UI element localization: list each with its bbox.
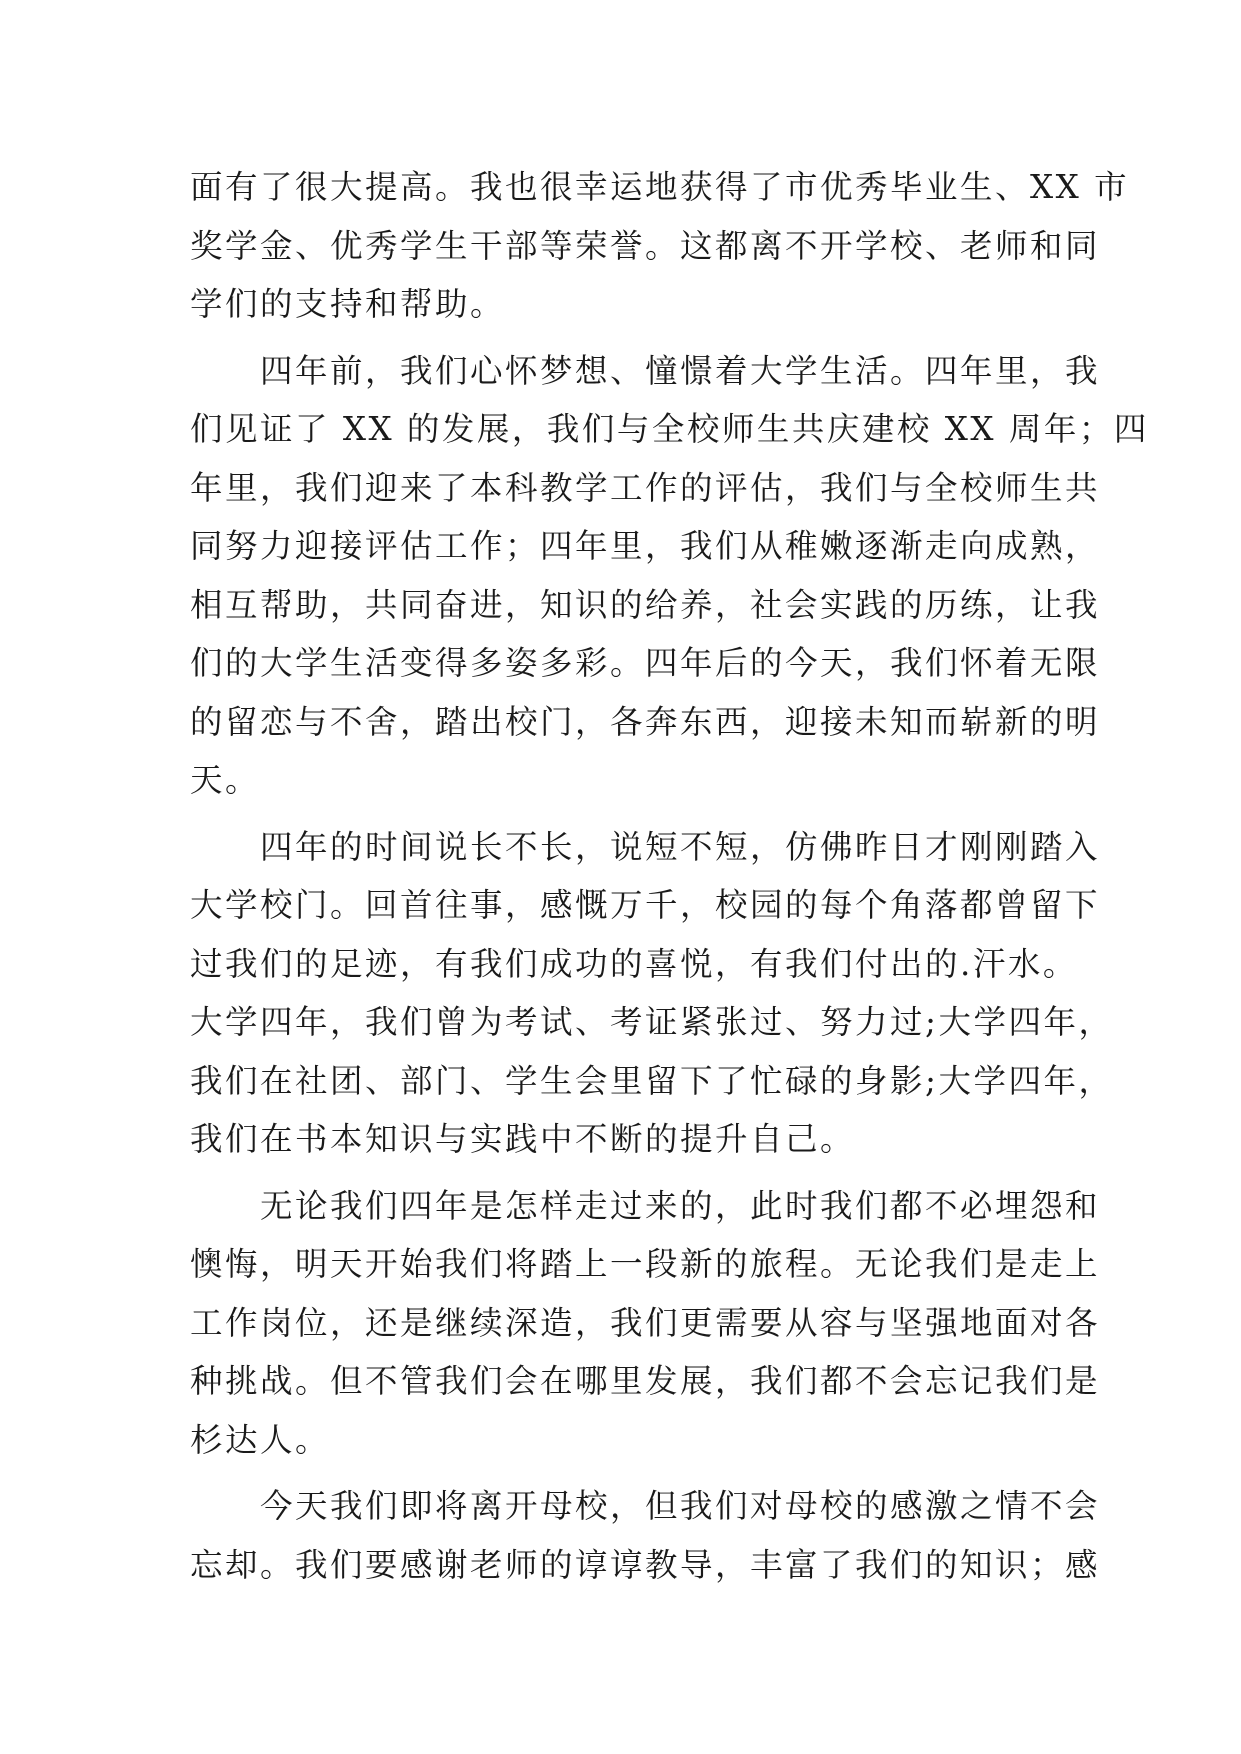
text-line: 相互帮助，共同奋进，知识的给养，社会实践的历练，让我 <box>190 585 1101 624</box>
text-line: 年里，我们迎来了本科教学工作的评估，我们与全校师生共 <box>190 468 1101 507</box>
text-line: 天。 <box>190 761 261 799</box>
text-line: 我们在书本知识与实践中不断的提升自己。 <box>190 1120 856 1158</box>
document-body <box>190 158 1149 1602</box>
text-line: 杉达人。 <box>190 1420 331 1459</box>
text-line: 种挑战。但不管我们会在哪里发展，我们都不会忘记我们是 <box>190 1362 1101 1400</box>
text-line: 面有了很大提高。我也很幸运地获得了市优秀毕业生、XX 市 <box>190 168 1130 206</box>
text-line: 的留恋与不舍，踏出校门，各奔东西，迎接未知而崭新的明 <box>190 702 1101 741</box>
text-line: 过我们的足迹，有我们成功的喜悦，有我们付出的.汗水。 <box>190 944 1078 983</box>
paragraph <box>190 1477 1101 1594</box>
text-line: 我们在社团、部门、学生会里留下了忙碌的身影;大学四年， <box>190 1061 1114 1100</box>
text-line: 们的大学生活变得多姿多彩。四年后的今天，我们怀着无限 <box>190 644 1101 682</box>
text-line: 忘却。我们要感谢老师的谆谆教导，丰富了我们的知识；感 <box>190 1545 1101 1584</box>
paragraph <box>190 818 1114 1169</box>
text-line: 大学校门。回首往事，感慨万千，校园的每个角落都曾留下 <box>190 886 1101 924</box>
text-line: 今天我们即将离开母校，但我们对母校的感激之情不会 <box>260 1487 1101 1525</box>
paragraph <box>190 1177 1101 1470</box>
text-line: 奖学金、优秀学生干部等荣誉。这都离不开学校、老师和同 <box>190 226 1101 265</box>
text-line: 大学四年，我们曾为考试、考证紧张过、努力过;大学四年， <box>190 1003 1114 1041</box>
text-line: 四年的时间说长不长，说短不短，仿佛昨日才刚刚踏入 <box>260 827 1101 866</box>
text-line: 四年前，我们心怀梦想、憧憬着大学生活。四年里，我 <box>260 351 1101 390</box>
paragraph <box>190 158 1130 334</box>
text-line: 同努力迎接评估工作；四年里，我们从稚嫩逐渐走向成熟， <box>190 527 1101 565</box>
text-line: 懊悔，明天开始我们将踏上一段新的旅程。无论我们是走上 <box>190 1245 1101 1283</box>
paragraph <box>190 342 1149 810</box>
text-line: 学们的支持和帮助。 <box>190 285 506 323</box>
text-line: 工作岗位，还是继续深造，我们更需要从容与坚强地面对各 <box>190 1303 1101 1342</box>
text-line: 无论我们四年是怎样走过来的，此时我们都不必埋怨和 <box>260 1186 1101 1225</box>
text-line: 们见证了 XX 的发展，我们与全校师生共庆建校 XX 周年；四 <box>190 410 1149 448</box>
